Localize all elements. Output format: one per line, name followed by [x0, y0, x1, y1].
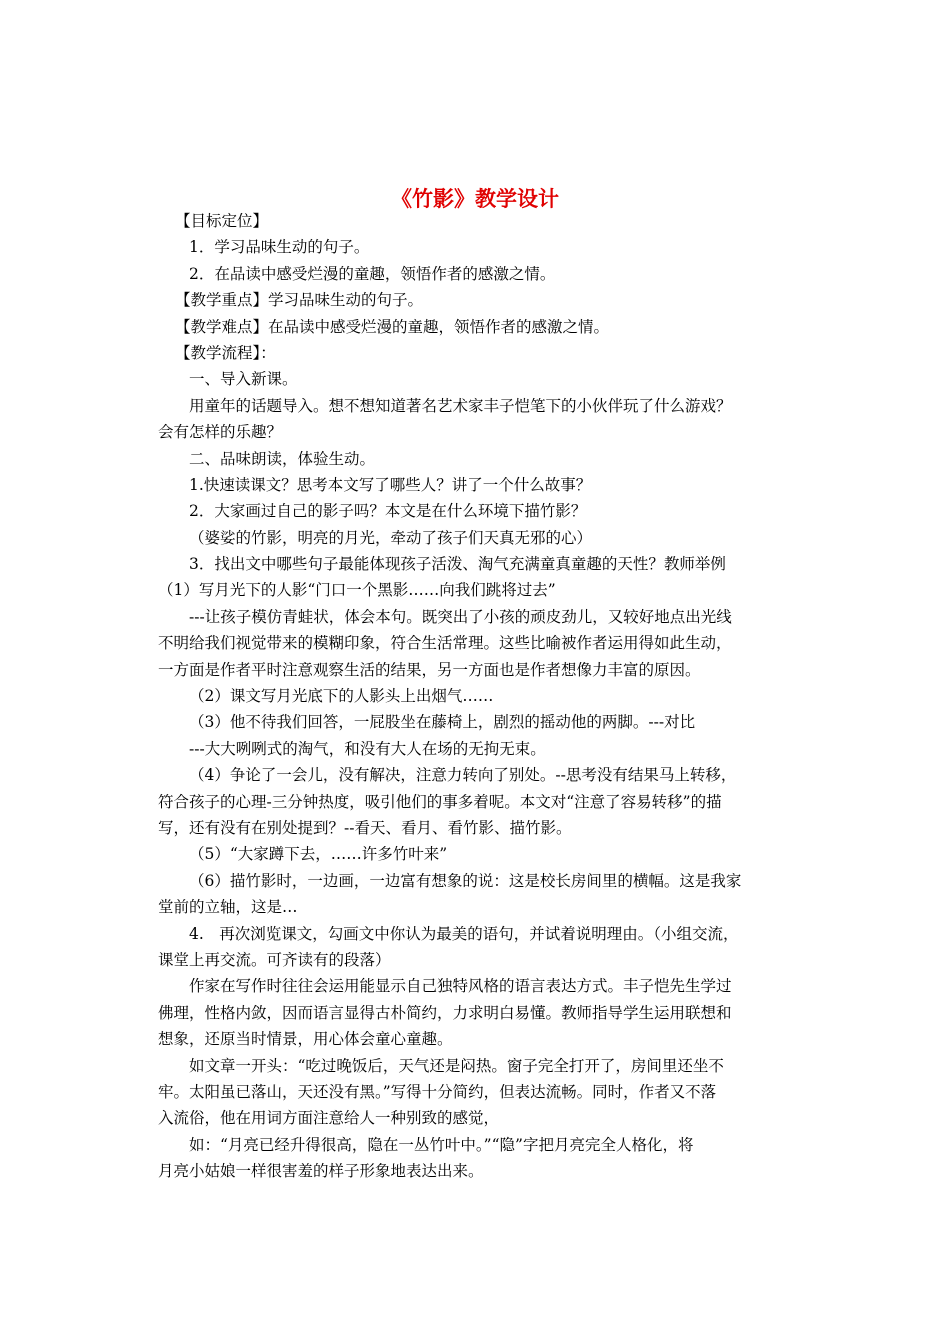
text-line: 作家在写作时往往会运用能显示自己独特风格的语言表达方式。丰子恺先生学过 [189, 977, 732, 996]
text-line: 符合孩子的心理-三分钟热度，吸引他们的事多着呢。本文对“注意了容易转移”的描 [158, 792, 722, 811]
text-line: 课堂上再交流。可齐读有的段落） [158, 950, 391, 969]
text-line: 堂前的立轴，这是… [158, 898, 298, 917]
text-line: ---大大咧咧式的淘气，和没有大人在场的无拘无束。 [189, 739, 546, 758]
text-line: 1．学习品味生动的句子。 [189, 238, 370, 257]
text-line: 月亮小姑娘一样很害羞的样子形象地表达出来。 [158, 1162, 484, 1181]
text-line: （2）课文写月光底下的人影头上出烟气…… [189, 687, 494, 706]
text-line: 如：“月亮已经升得很高，隐在一丛竹叶中。”“隐”字把月亮完全人格化，将 [189, 1135, 694, 1154]
text-line: 【教学重点】学习品味生动的句子。 [175, 291, 424, 310]
text-line: 会有怎样的乐趣？ [158, 423, 283, 442]
text-line: 2．在品读中感受烂漫的童趣，领悟作者的感激之情。 [189, 264, 556, 283]
text-line: 【教学难点】在品读中感受烂漫的童趣，领悟作者的感激之情。 [175, 317, 610, 336]
text-line: （5）“大家蹲下去，……许多竹叶来” [189, 845, 448, 864]
text-line: 2．大家画过自己的影子吗？本文是在什么环境下描竹影？ [189, 502, 587, 521]
document-title: 《竹影》教学设计 [391, 186, 559, 211]
text-line: 如文章一开头：“吃过晚饭后，天气还是闷热。窗子完全打开了，房间里还坐不 [189, 1056, 724, 1075]
text-line: 想象，还原当时情景，用心体会童心童趣。 [158, 1030, 453, 1049]
text-line: 佛理，性格内敛，因而语言显得古朴简约，力求明白易懂。教师指导学生运用联想和 [158, 1003, 732, 1022]
text-line: 1.快速读课文？思考本文写了哪些人？讲了一个什么故事？ [189, 475, 592, 494]
text-line: 写，还有没有在别处提到？--看天、看月、看竹影、描竹影。 [158, 818, 572, 837]
text-line: 用童年的话题导入。想不想知道著名艺术家丰子恺笔下的小伙伴玩了什么游戏？ [189, 396, 732, 415]
text-line: ---让孩子模仿青蛙状，体会本句。既突出了小孩的顽皮劲儿，又较好地点出光线 [189, 607, 732, 626]
document-body [158, 208, 784, 1184]
text-line: （4）争论了一会儿，没有解决，注意力转向了别处。--思考没有结果马上转移， [189, 766, 737, 785]
text-line: （3）他不待我们回答，一屁股坐在藤椅上，剧烈的摇动他的两脚。---对比 [189, 713, 696, 732]
text-line: （婆娑的竹影，明亮的月光，牵动了孩子们天真无邪的心） [189, 528, 593, 547]
text-line: 一、导入新课。 [189, 370, 298, 389]
text-line: 二、品味朗读，体验生动。 [189, 449, 376, 468]
text-line: 不明给我们视觉带来的模糊印象，符合生活常理。这些比喻被作者运用得如此生动， [158, 634, 732, 653]
text-line: （1）写月光下的人影“门口一个黑影……向我们跳将过去” [158, 581, 556, 600]
text-line: 4. 再次浏览课文，勾画文中你认为最美的语句，并试着说明理由。（小组交流， [189, 924, 739, 943]
text-line: 【教学流程】： [175, 343, 276, 362]
text-line: 一方面是作者平时注意观察生活的结果，另一方面也是作者想像力丰富的原因。 [158, 660, 701, 679]
text-line: （6）描竹影时，一边画，一边富有想象的说：这是校长房间里的横幅。这是我家 [189, 871, 742, 890]
text-line: 入流俗，他在用词方面注意给人一种别致的感觉， [158, 1109, 500, 1128]
text-line: 牢。太阳虽已落山，天还没有黑。”写得十分简约，但表达流畅。同时，作者又不落 [158, 1082, 717, 1101]
text-line: 【目标定位】 [175, 212, 269, 230]
text-line: 3．找出文中哪些句子最能体现孩子活泼、淘气充满童真童趣的天性？教师举例 [189, 555, 726, 574]
